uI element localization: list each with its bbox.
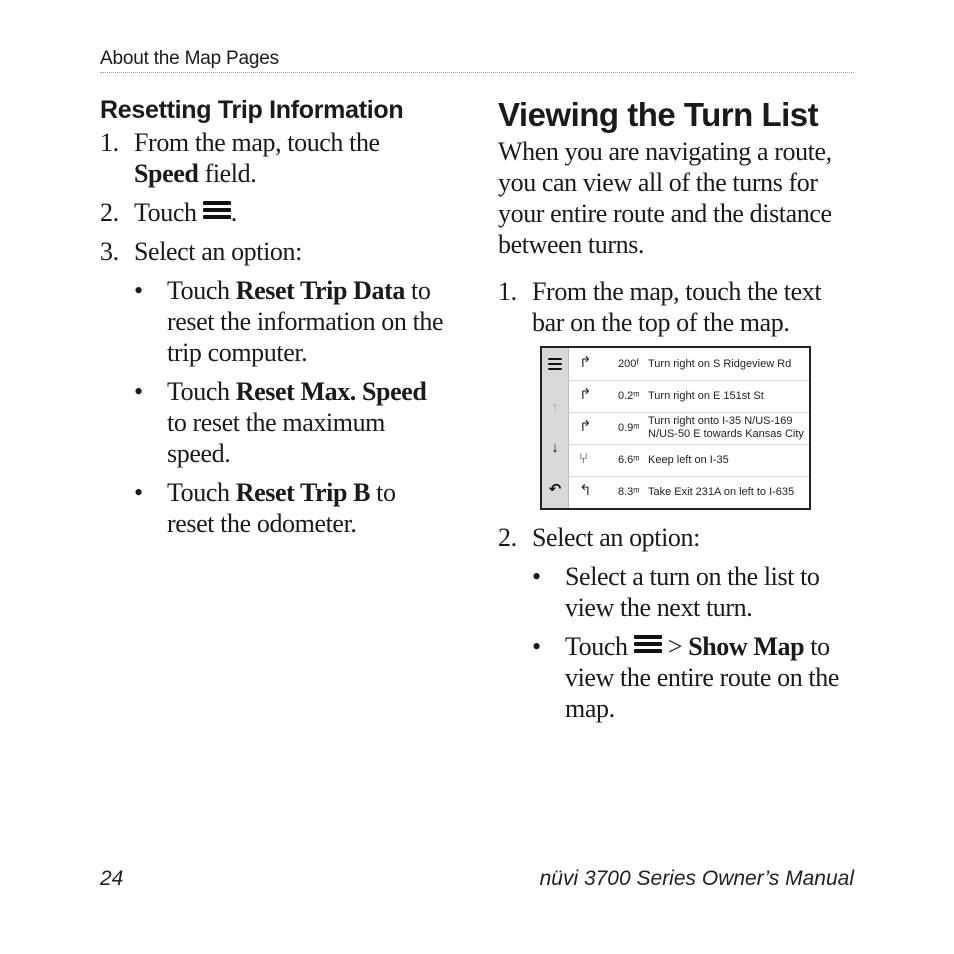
turn-distance: 0.2ᵐ bbox=[618, 390, 640, 402]
step-number: 2. bbox=[498, 523, 517, 552]
bullet-text: to reset the odometer. bbox=[167, 478, 396, 538]
reset-trip-b-label: Reset Trip B bbox=[235, 478, 371, 507]
back-icon[interactable]: ↶ bbox=[548, 481, 562, 498]
menu-icon bbox=[203, 200, 231, 222]
bullet-mark: • bbox=[134, 276, 143, 305]
step-2 bbox=[498, 522, 858, 553]
bullet-mark: • bbox=[532, 562, 541, 591]
step-number: 2. bbox=[100, 198, 119, 227]
up-arrow-icon[interactable]: ↑ bbox=[551, 399, 559, 416]
bullet-text: Touch bbox=[565, 632, 634, 661]
step-text: Select an option: bbox=[134, 237, 302, 266]
bullet-reset-trip-data bbox=[134, 275, 445, 368]
menu-icon[interactable] bbox=[542, 356, 568, 376]
intro-paragraph: When you are navigating a route, you can view all of the turns for your entire route and the distance between turns. bbox=[498, 137, 832, 259]
turn-instruction: Turn right on S Ridgeview Rd bbox=[648, 358, 792, 370]
step-number: 1. bbox=[498, 277, 517, 306]
reset-max-speed-label: Reset Max. Speed bbox=[235, 377, 427, 406]
turn-instruction: Keep left on I-35 bbox=[648, 454, 729, 466]
turn-list-row[interactable] bbox=[569, 412, 809, 445]
bullet-select-turn bbox=[532, 561, 858, 623]
step-number: 3. bbox=[100, 237, 119, 266]
header-divider bbox=[100, 72, 854, 73]
step-text: From the map, touch the bbox=[134, 128, 380, 157]
exit-left-icon: ↰ bbox=[579, 482, 592, 499]
step-1 bbox=[100, 127, 445, 189]
turn-distance: 8.3ᵐ bbox=[618, 486, 640, 498]
step-text: Select an option: bbox=[532, 523, 700, 552]
turn-list-row[interactable] bbox=[569, 444, 809, 477]
reset-trip-data-label: Reset Trip Data bbox=[235, 276, 405, 305]
turn-distance: 6.6ᵐ bbox=[618, 454, 640, 466]
bullet-text: Select a turn on the list to view the next turn. bbox=[565, 562, 820, 622]
speed-field-label: Speed bbox=[134, 159, 199, 188]
turn-list-row[interactable] bbox=[569, 348, 809, 381]
step-text: From the map, touch the text bar on the top of the map. bbox=[532, 277, 822, 337]
turn-distance: 200ᶠ bbox=[618, 358, 639, 370]
bullet-text: to reset the information on the trip computer. bbox=[167, 276, 444, 367]
down-arrow-icon[interactable]: ↓ bbox=[551, 439, 559, 456]
section-heading-turn-list: Viewing the Turn List bbox=[498, 96, 819, 133]
step-text: field. bbox=[198, 159, 257, 188]
turn-instruction: Turn right onto I-35 N/US-169 N/US-50 E towards Kansas City bbox=[648, 415, 804, 440]
turn-list-sidebar bbox=[542, 348, 569, 508]
bullet-mark: • bbox=[532, 632, 541, 661]
step-text: . bbox=[230, 198, 237, 227]
section-heading-resetting: Resetting Trip Information bbox=[100, 96, 404, 124]
bullet-reset-max-speed bbox=[134, 376, 445, 469]
turn-distance: 0.9ᵐ bbox=[618, 422, 640, 434]
show-map-label: Show Map bbox=[688, 632, 805, 661]
turn-list-row[interactable] bbox=[569, 380, 809, 413]
bullet-text: to reset the maximum speed. bbox=[167, 408, 386, 468]
turn-instruction: Take Exit 231A on left to I-635 bbox=[648, 486, 795, 498]
keep-left-icon: ⑂ bbox=[579, 450, 589, 467]
running-head: About the Map Pages bbox=[100, 48, 279, 69]
step-1 bbox=[498, 276, 858, 338]
bullet-show-map bbox=[532, 631, 858, 724]
bullet-text: Touch bbox=[167, 478, 236, 507]
turn-right-icon: ↱ bbox=[579, 386, 592, 403]
page-number: 24 bbox=[100, 867, 124, 890]
step-3 bbox=[100, 236, 445, 267]
manual-title: nüvi 3700 Series Owner’s Manual bbox=[539, 867, 854, 890]
separator: > bbox=[661, 632, 689, 661]
bullet-mark: • bbox=[134, 377, 143, 406]
turn-right-icon: ↱ bbox=[579, 354, 592, 371]
left-column bbox=[100, 96, 445, 539]
menu-icon bbox=[634, 634, 662, 656]
bullet-text: Touch bbox=[167, 276, 236, 305]
turn-list-row[interactable] bbox=[569, 476, 809, 508]
turn-right-icon: ↱ bbox=[579, 418, 592, 435]
bullet-text: Touch bbox=[167, 377, 236, 406]
turn-instruction: Turn right on E 151st St bbox=[648, 390, 764, 402]
step-number: 1. bbox=[100, 128, 119, 157]
bullet-reset-trip-b bbox=[134, 477, 445, 539]
bullet-mark: • bbox=[134, 478, 143, 507]
step-2 bbox=[100, 197, 445, 228]
step-text: Touch bbox=[134, 198, 203, 227]
turn-list-screenshot bbox=[540, 346, 811, 510]
bullet-text: to view the entire route on the map. bbox=[565, 632, 839, 723]
